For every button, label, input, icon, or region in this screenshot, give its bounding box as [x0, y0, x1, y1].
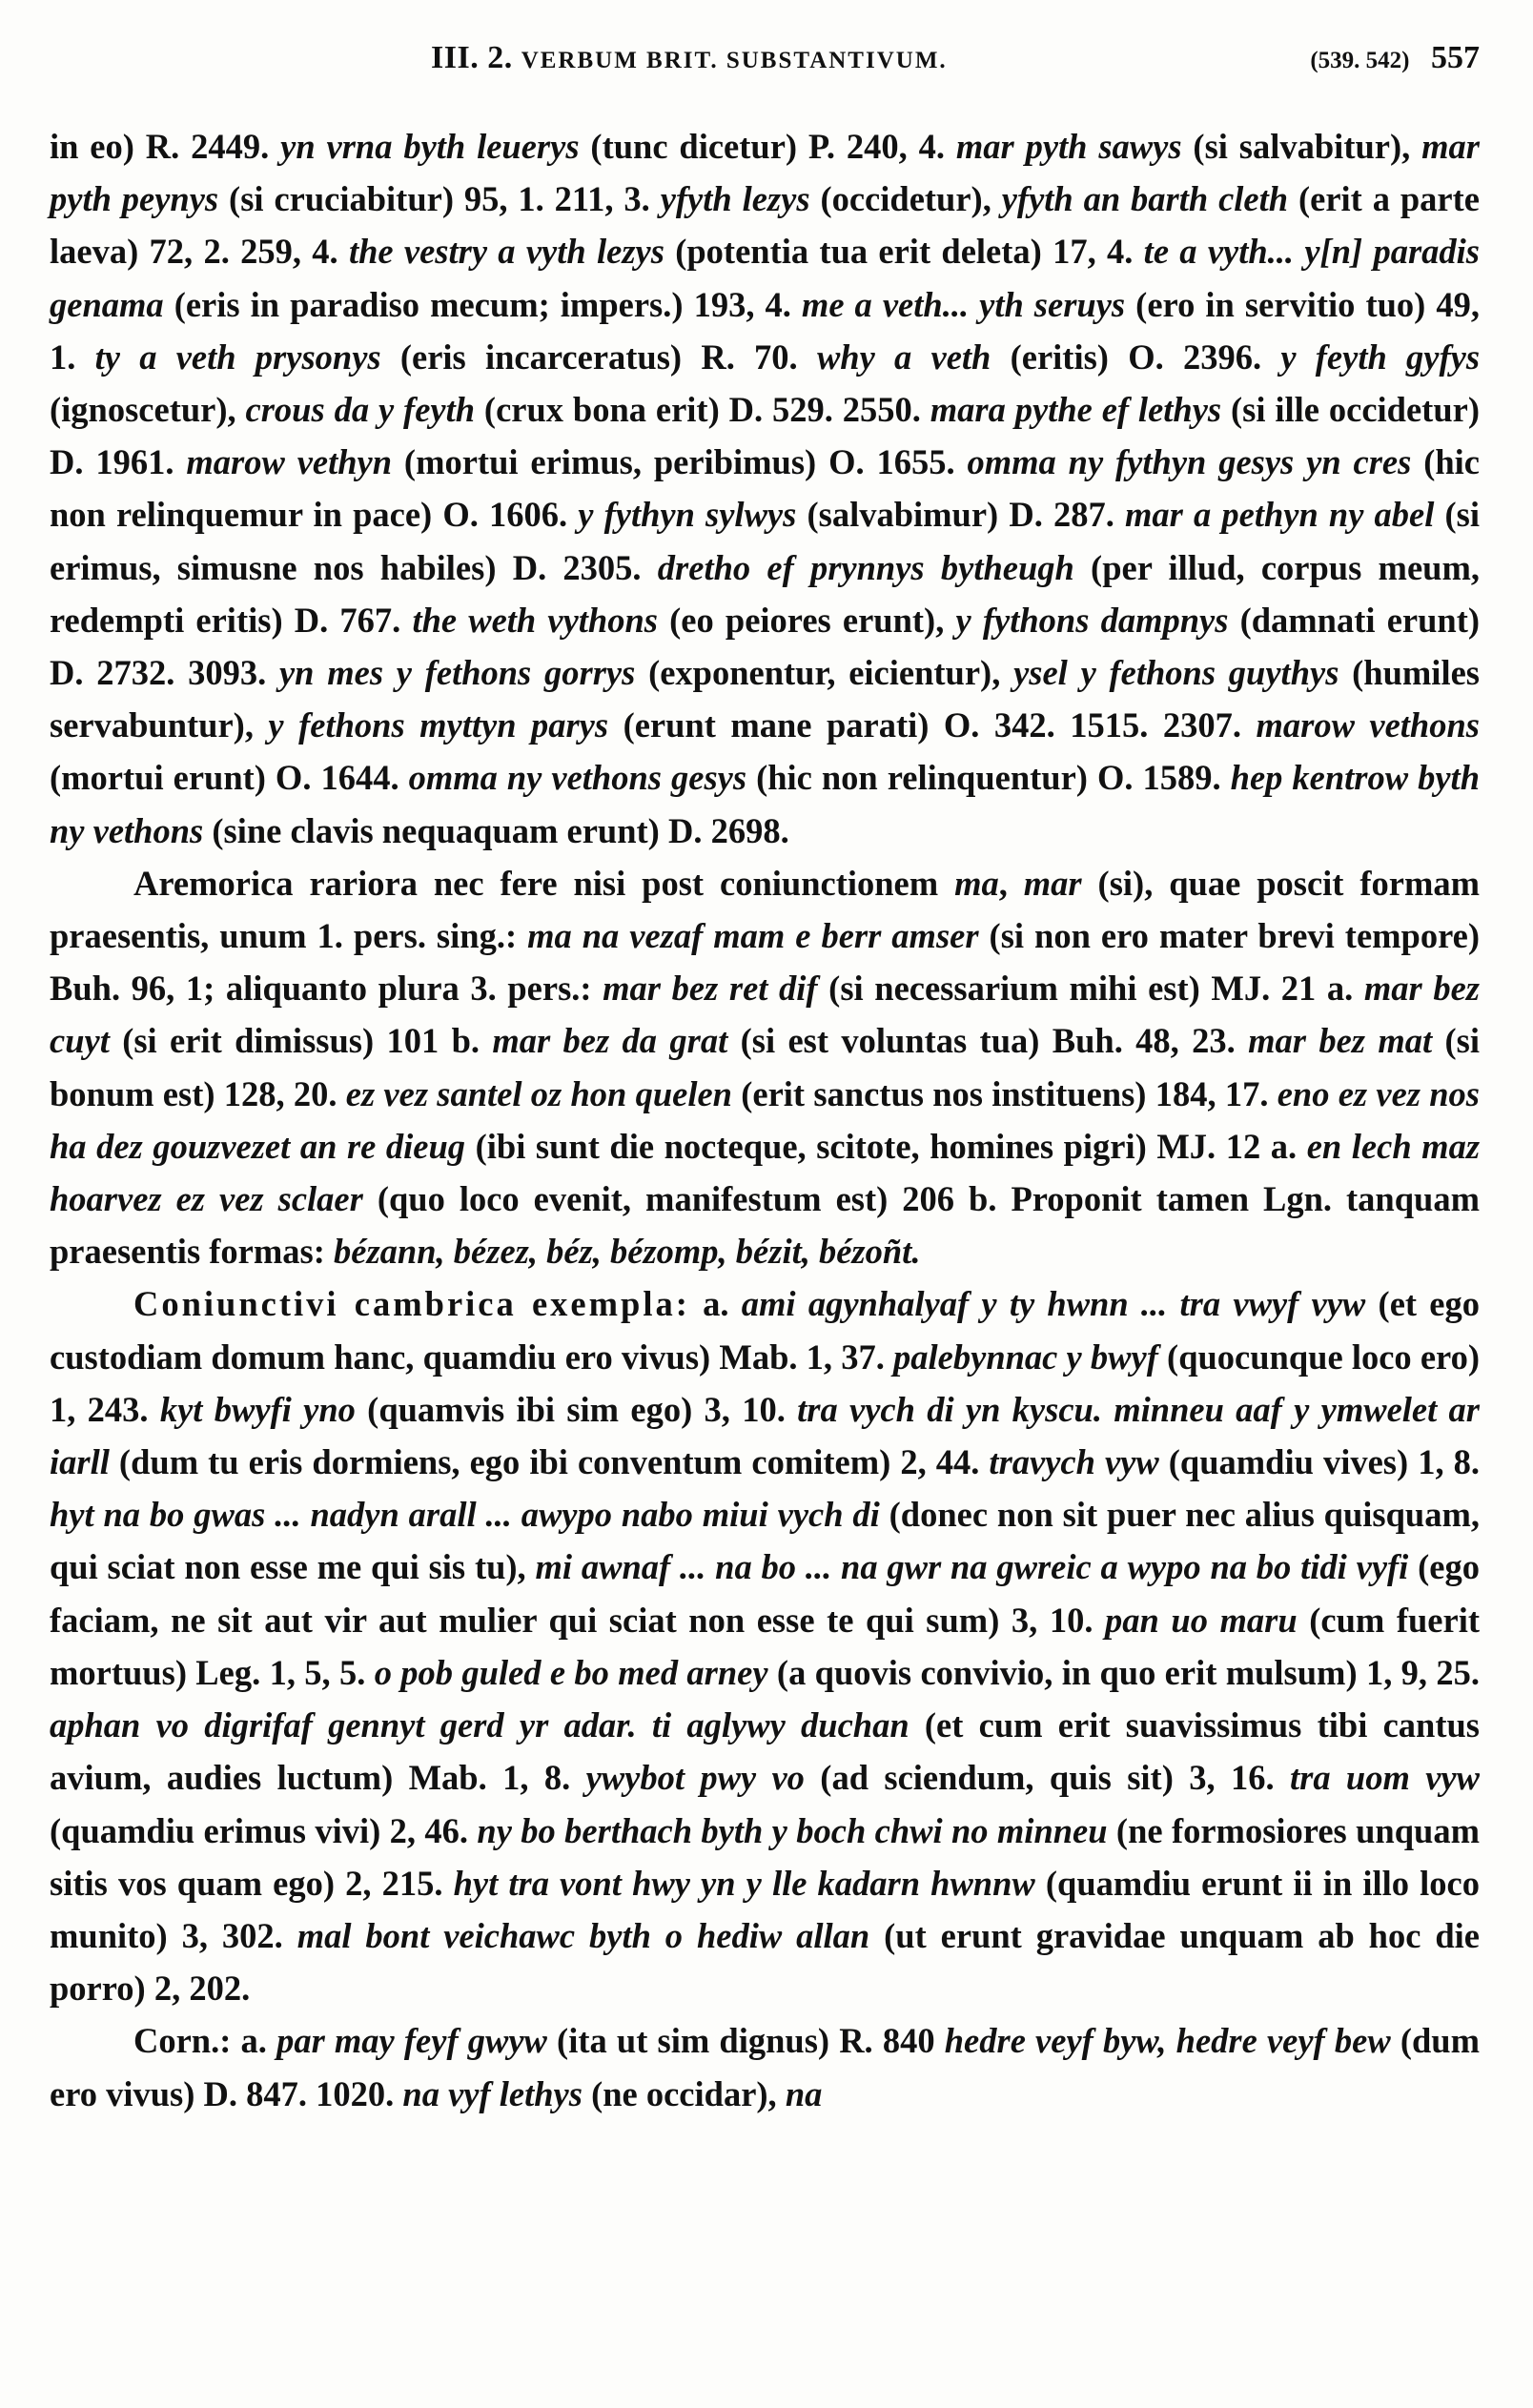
text-run: (potentia tua erit deleta) 17, 4.: [664, 232, 1144, 272]
example-phrase: te a vyth... y[n] paradis genama: [50, 232, 1480, 324]
text-run: (et cum erit suavissimus tibi cantus avium, audies luctum) Mab. 1, 8.: [50, 1705, 1480, 1798]
example-phrase: hyt tra vont hwy yn y lle kadarn hwnnw: [453, 1863, 1035, 1903]
text-run: (si ille occidetur) D. 1961.: [50, 390, 1480, 482]
example-phrase: ysel y fethons guythys: [1013, 653, 1339, 693]
example-phrase: omma ny fythyn gesys yn cres: [967, 442, 1412, 482]
text-run: (erunt mane parati) O. 342. 1515. 2307.: [608, 705, 1257, 745]
example-phrase: mar bez cuyt: [50, 969, 1481, 1061]
example-phrase: en lech maz hoarvez ez vez sclaer: [50, 1126, 1481, 1219]
example-phrase: yn vrna byth leuerys: [280, 127, 580, 166]
example-phrase: y feyth gyfys: [1280, 337, 1481, 377]
text-run: (ibi sunt die nocteque, scitote, homines pigri) MJ. 12 a.: [465, 1126, 1307, 1166]
example-phrase: palebynnac y bwyf: [893, 1337, 1158, 1377]
text-run: (mortui erimus, peribimus) O. 1655.: [392, 442, 968, 482]
example-phrase: yn mes y fethons gorrys: [278, 653, 636, 693]
text-run: (quamdiu vives) 1, 8.: [1158, 1442, 1480, 1482]
text-run: (cum fuerit mortuus) Leg. 1, 5, 5.: [50, 1600, 1480, 1692]
text-run: (ita ut sim dignus) R. 840: [546, 2021, 945, 2061]
text-run: (si erimus, simusne nos habiles) D. 2305.: [50, 495, 1481, 587]
text-run: (humiles servabuntur),: [50, 653, 1480, 745]
text-run: (si erit dimissus) 101 b.: [109, 1021, 493, 1061]
page: [50, 21, 1480, 2120]
example-phrase: y fythyn sylwys: [578, 495, 797, 535]
header-title-group: [431, 40, 948, 76]
example-phrase: ami agynhalyaf y ty hwnn ... tra vwyf vyw: [741, 1284, 1366, 1324]
text-run: (erit a parte laeva) 72, 2. 259, 4.: [50, 179, 1480, 272]
text-run: (et ego custodiam domum hanc, quamdiu ero vivus) Mab. 1, 37.: [50, 1284, 1480, 1377]
example-phrase: mi awnaf ... na bo ... na gwr na gwreic a wypo na bo tidi vyfi: [535, 1547, 1409, 1587]
text-run: Coniunctivi cambrica exempla:: [133, 1284, 690, 1324]
text-run: (ne formosiores unquam sitis vos quam ego) 2, 215.: [50, 1810, 1480, 1903]
example-phrase: the vestry a vyth lezys: [348, 232, 664, 272]
example-phrase: why a veth: [816, 337, 991, 377]
text-run: Aremorica rariora nec fere nisi post coniunctionem: [133, 863, 955, 903]
example-phrase: aphan vo digrifaf gennyt gerd yr adar. ti aglywy duchan: [50, 1705, 910, 1745]
example-phrase: ywybot pwy vo: [585, 1758, 805, 1798]
text-run: (eritis) O. 2396.: [991, 337, 1281, 377]
example-phrase: hep kentrow byth ny vethons: [50, 758, 1480, 850]
example-phrase: tra uom vyw: [1289, 1758, 1480, 1798]
example-phrase: crous da y feyth: [245, 390, 476, 430]
paragraph: [50, 2014, 1480, 2119]
example-phrase: mara pythe ef lethys: [930, 390, 1222, 430]
text-run: (eris incarceratus) R. 70.: [380, 337, 817, 377]
example-phrase: me a veth... yth seruys: [801, 284, 1126, 324]
example-phrase: mal bont veichawc byth o hediw allan: [296, 1915, 870, 1955]
example-phrase: omma ny vethons gesys: [408, 758, 747, 798]
text-run: (quocunque loco ero) 1, 243.: [50, 1337, 1480, 1429]
text-run: (si est voluntas tua) Buh. 48, 23.: [727, 1021, 1249, 1061]
chapter-title: VERBUM BRIT. SUBSTANTIVUM.: [521, 48, 948, 73]
example-phrase: yfyth lezys: [660, 179, 810, 219]
example-phrase: ma: [954, 863, 999, 903]
example-phrase: dretho ef prynnys bytheugh: [657, 547, 1074, 587]
example-phrase: marow vethons: [1256, 705, 1480, 745]
text-run: (ut erunt gravidae unquam ab hoc die porro) 2, 202.: [50, 1915, 1480, 2009]
example-phrase: mar bez ret dif: [603, 969, 818, 1009]
text-run: (quo loco evenit, manifestum est) 206 b. Proponit tamen Lgn. tanquam praesentis formas:: [50, 1179, 1480, 1272]
header-right-group: [1310, 40, 1480, 76]
example-phrase: na vyf lethys: [402, 2073, 583, 2113]
paragraph: [50, 857, 1480, 1278]
example-phrase: mar a pethyn ny abel: [1125, 495, 1435, 535]
body-text: [50, 120, 1480, 2120]
text-run: (si salvabitur),: [1181, 127, 1422, 166]
text-run: (tunc dicetur) P. 240, 4.: [579, 127, 956, 166]
example-phrase: eno ez vez nos ha dez gouzvezet an re dieug: [50, 1073, 1480, 1166]
text-run: (ego faciam, ne sit aut vir aut mulier qui sciat non esse te qui sum) 3, 10.: [50, 1547, 1480, 1640]
text-run: (a quovis convivio, in quo erit mulsum) 1, 9, 25.: [767, 1652, 1481, 1692]
text-run: (mortui erunt) O. 1644.: [50, 758, 409, 798]
example-phrase: tra vych di yn kyscu. minneu aaf y ymwelet ar iarll: [50, 1389, 1480, 1482]
paragraph: [50, 1277, 1480, 2014]
text-run: (quamvis ibi sim ego) 3, 10.: [355, 1389, 798, 1429]
text-run: (ignoscetur),: [50, 390, 246, 430]
example-phrase: hyt na bo gwas ... nadyn arall ... awypo nabo miui vych di: [50, 1495, 880, 1535]
running-head: [50, 21, 1480, 88]
example-phrase: kyt bwyfi yno: [159, 1389, 356, 1429]
example-phrase: mar bez da grat: [492, 1021, 728, 1061]
example-phrase: mar bez mat: [1248, 1021, 1433, 1061]
text-run: (si bonum est) 128, 20.: [50, 1021, 1480, 1113]
example-phrase: ma na vezaf mam e berr amser: [527, 916, 979, 956]
text-run: (salvabimur) D. 287.: [796, 495, 1125, 535]
example-phrase: the weth vythons: [412, 600, 658, 640]
text-run: in eo) R. 2449.: [50, 127, 281, 166]
text-run: a.: [689, 1284, 742, 1324]
text-run: (eris in paradiso mecum; impers.) 193, 4.: [163, 284, 802, 324]
example-phrase: par may feyf gwyw: [276, 2021, 547, 2061]
text-run: (exponentur, eicientur),: [635, 653, 1014, 693]
example-phrase: mar pyth sawys: [955, 127, 1182, 166]
text-run: (eo peiores erunt),: [657, 600, 956, 640]
example-phrase: y fythons dampnys: [955, 600, 1229, 640]
example-phrase: bézann, bézez, béz, bézomp, bézit, bézoñt.: [334, 1232, 921, 1272]
text-run: ,: [998, 863, 1024, 903]
text-run: (hic non relinquentur) O. 1589.: [746, 758, 1231, 798]
text-run: (quamdiu erimus vivi) 2, 46.: [50, 1810, 478, 1850]
text-run: (ne occidar),: [582, 2073, 786, 2113]
text-run: (ero in servitio tuo) 49, 1.: [50, 284, 1480, 377]
text-run: (dum ero vivus) D. 847. 1020.: [50, 2021, 1480, 2113]
example-phrase: yfyth an barth cleth: [1001, 179, 1289, 219]
section-number: III. 2.: [431, 40, 513, 75]
text-run: (damnati erunt) D. 2732. 3093.: [50, 600, 1480, 693]
text-run: (si non ero mater brevi tempore) Buh. 96, 1; aliquanto plura 3. pers.:: [50, 916, 1481, 1009]
text-run: (per illud, corpus meum, redempti eritis) D. 767.: [50, 547, 1480, 640]
text-run: (si cruciabitur) 95, 1. 211, 3.: [218, 179, 661, 219]
example-phrase: y fethons myttyn parys: [268, 705, 609, 745]
example-phrase: hedre veyf byw, hedre veyf bew: [944, 2021, 1391, 2061]
text-run: (sine clavis nequaquam erunt) D. 2698.: [203, 810, 789, 850]
page-number: 557: [1431, 40, 1480, 75]
section-reference: (539. 542): [1310, 48, 1410, 73]
paragraph: [50, 120, 1480, 857]
example-phrase: mar pyth peynys: [50, 127, 1480, 219]
example-phrase: travych vyw: [989, 1442, 1159, 1482]
text-run: (si), quae poscit formam praesentis, unum 1. pers. sing.:: [50, 863, 1481, 956]
example-phrase: mar: [1023, 863, 1082, 903]
example-phrase: na: [785, 2073, 823, 2113]
example-phrase: ty a veth prysonys: [94, 337, 381, 377]
text-run: (quamdiu erunt ii in illo loco munito) 3, 302.: [50, 1863, 1480, 1955]
example-phrase: ny bo berthach byth y boch chwi no minneu: [477, 1810, 1108, 1850]
text-run: (si necessarium mihi est) MJ. 21 a.: [817, 969, 1364, 1009]
example-phrase: pan uo maru: [1105, 1600, 1298, 1640]
text-run: (crux bona erit) D. 529. 2550.: [475, 390, 930, 430]
example-phrase: ez vez santel oz hon quelen: [345, 1073, 732, 1113]
example-phrase: o pob guled e bo med arney: [374, 1652, 768, 1692]
text-run: (occidetur),: [809, 179, 1002, 219]
text-run: (erit sanctus nos instituens) 184, 17.: [731, 1073, 1278, 1113]
text-run: Corn.: a.: [133, 2021, 277, 2061]
text-run: (donec non sit puer nec alius quisquam, qui sciat non esse me qui sis tu),: [50, 1495, 1480, 1587]
text-run: (dum tu eris dormiens, ego ibi conventum comitem) 2, 44.: [109, 1442, 990, 1482]
text-run: (hic non relinquemur in pace) O. 1606.: [50, 442, 1481, 535]
text-run: (ad sciendum, quis sit) 3, 16.: [804, 1758, 1290, 1798]
example-phrase: marow vethyn: [186, 442, 393, 482]
